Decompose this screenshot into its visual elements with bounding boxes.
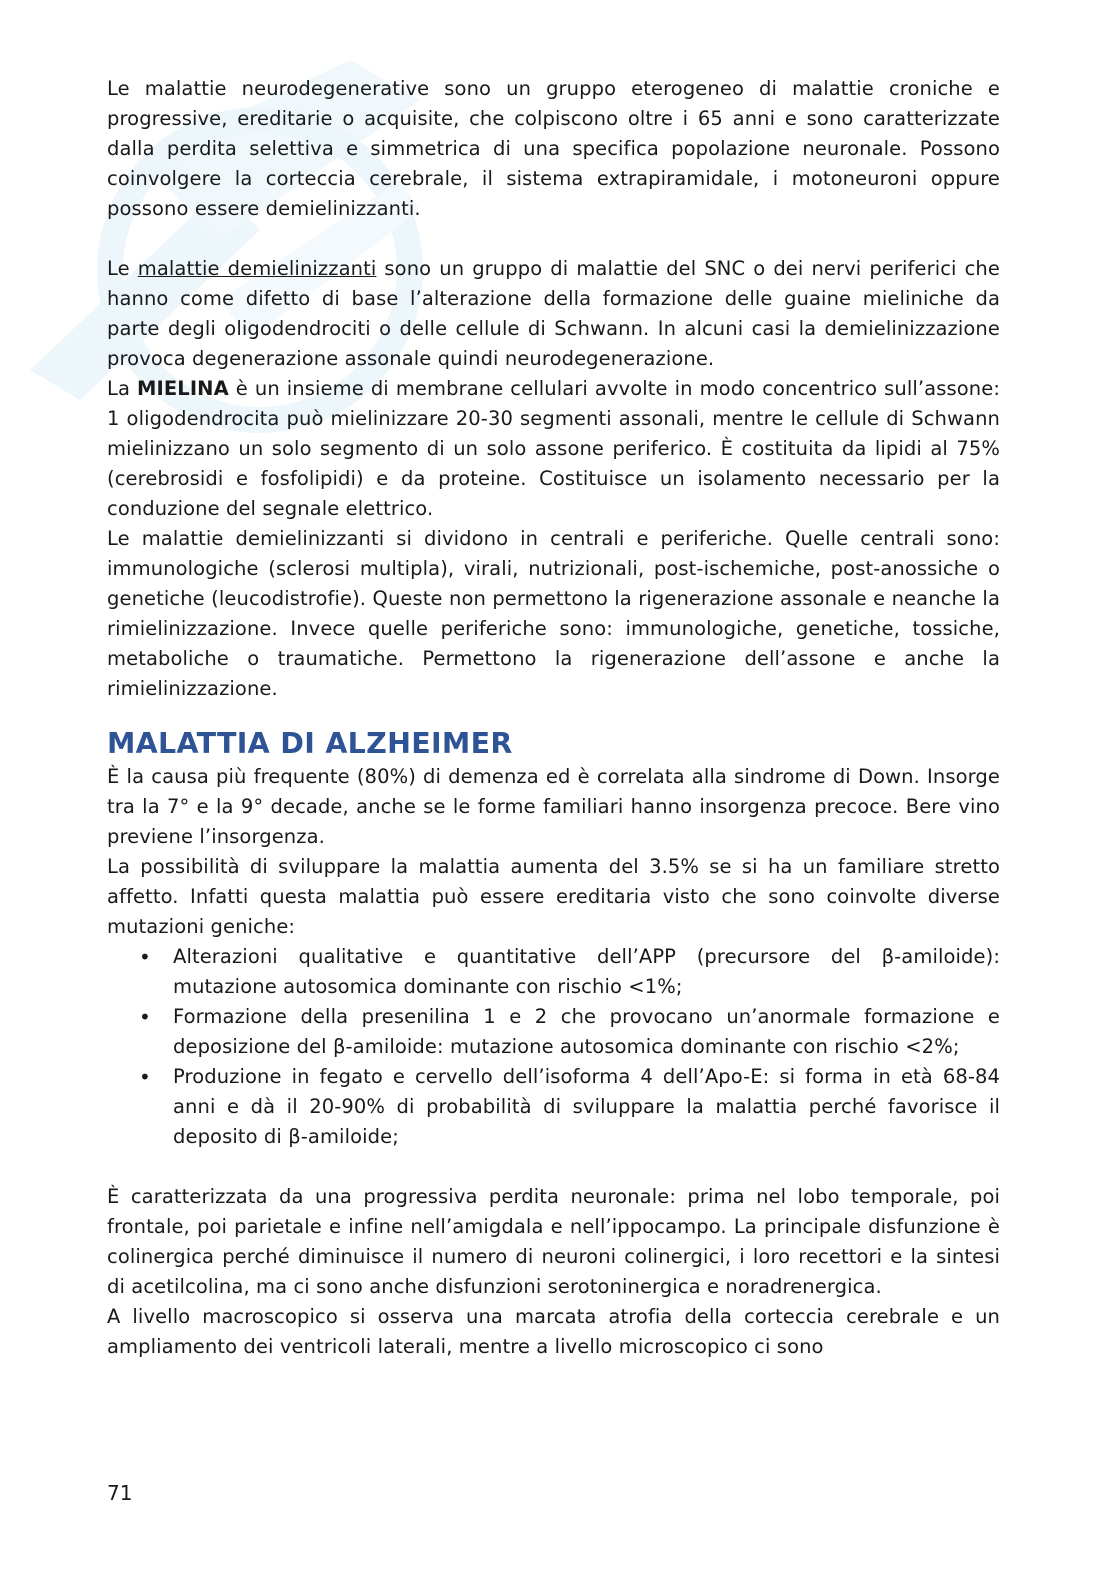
section-heading: MALATTIA DI ALZHEIMER xyxy=(107,727,513,760)
text: La xyxy=(107,377,138,400)
underlined-term: malattie demielinizzanti xyxy=(137,257,377,280)
bullet-icon: • xyxy=(139,1005,151,1029)
paragraph-alzheimer-intro: È la causa più frequente (80%) di demenza ed è correlata alla sindrome di Down. Insorge tra la 7° e la 9° decade, anche se le forme familiari hanno insorgenza precoce. Bere vino previene l’insorgenza. xyxy=(107,765,1000,848)
list-item-text: Formazione della presenilina 1 e 2 che provocano un’anormale formazione e deposizione del β-amiloide: mutazione autosomica dominante con rischio <2%; xyxy=(173,1005,1000,1058)
list-item-text: Alterazioni qualitative e quantitative dell’APP (precursore del β-amiloide): mutazione autosomica dominante con rischio <1%; xyxy=(173,945,1000,998)
spacer xyxy=(107,1152,1000,1182)
list-item-text: Produzione in fegato e cervello dell’isoforma 4 dell’Apo-E: si forma in età 68-84 anni e dà il 20-90% di probabilità di sviluppare la malattia perché favorisce il deposito di β-amiloide; xyxy=(173,1065,1000,1148)
bullet-list xyxy=(107,942,1000,1152)
list-item xyxy=(107,942,1000,1002)
bold-term: MIELINA xyxy=(137,377,229,400)
paragraph-intro: Le malattie neurodegenerative sono un gruppo eterogeneo di malattie croniche e progressive, ereditarie o acquisite, che colpiscono oltre i 65 anni e sono caratterizzate dalla perdita selettiva e simmetrica di una specifica popolazione neuronale. Possono coinvolgere la corteccia cerebrale, il sistema extrapiramidale, i motoneuroni oppure possono essere demielinizzanti. xyxy=(107,77,1000,220)
list-item xyxy=(107,1062,1000,1152)
bullet-icon: • xyxy=(139,945,151,969)
page-number: 71 xyxy=(107,1481,133,1505)
text: sono un gruppo di malattie del SNC o dei nervi periferici che hanno come difetto di base l’alterazione della formazione delle guaine mieliniche da parte degli oligodendrociti o delle cellule di Schwann. In alcuni casi la demielinizzazione provoca degenerazione assonale quindi neurodegenerazione. xyxy=(107,257,1000,370)
text: Le xyxy=(107,257,138,280)
paragraph-mielina xyxy=(107,374,1000,524)
text: è un insieme di membrane cellulari avvolte in modo concentrico sull’assone: 1 oligodendrocita può mielinizzare 20-30 segmenti assonali, mentre le cellule di Schwann mielinizzano un solo segmento di un solo assone periferico. È costituita da lipidi al 75% (cerebrosidi e fosfolipidi) e da proteine. Costituisce un isolamento necessario per la conduzione del segnale elettrico. xyxy=(107,377,1000,520)
paragraph-ereditarieta: La possibilità di sviluppare la malattia aumenta del 3.5% se si ha un familiare stretto affetto. Infatti questa malattia può essere ereditaria visto che sono coinvolte diverse mutazioni geniche: xyxy=(107,855,1000,938)
spacer xyxy=(107,224,1000,254)
paragraph-perdita-neuronale: È caratterizzata da una progressiva perdita neuronale: prima nel lobo temporale, poi frontale, poi parietale e infine nell’amigdala e nell’ippocampo. La principale disfunzione è colinergica perché diminuisce il numero di neuroni colinergici, i loro recettori e la sintesi di acetilcolina, ma ci sono anche disfunzioni serotoninergica e noradrenergica. xyxy=(107,1185,1000,1298)
paragraph-demielinizzanti xyxy=(107,254,1000,374)
paragraph-classificazione: Le malattie demielinizzanti si dividono in centrali e periferiche. Quelle centrali sono: immunologiche (sclerosi multipla), virali, nutrizionali, post-ischemiche, post-anossiche o genetiche (leucodistrofie). Queste non permettono la rigenerazione assonale e neanche la rimielinizzazione. Invece quelle periferiche sono: immunologiche, genetiche, tossiche, metaboliche o traumatiche. Permettono la rigenerazione dell’assone e anche la rimielinizzazione. xyxy=(107,527,1000,700)
list-item xyxy=(107,1002,1000,1062)
document-page xyxy=(107,74,1000,1362)
paragraph-macroscopico: A livello macroscopico si osserva una marcata atrofia della corteccia cerebrale e un ampliamento dei ventricoli laterali, mentre a livello microscopico ci sono xyxy=(107,1305,1000,1358)
bullet-icon: • xyxy=(139,1065,151,1089)
